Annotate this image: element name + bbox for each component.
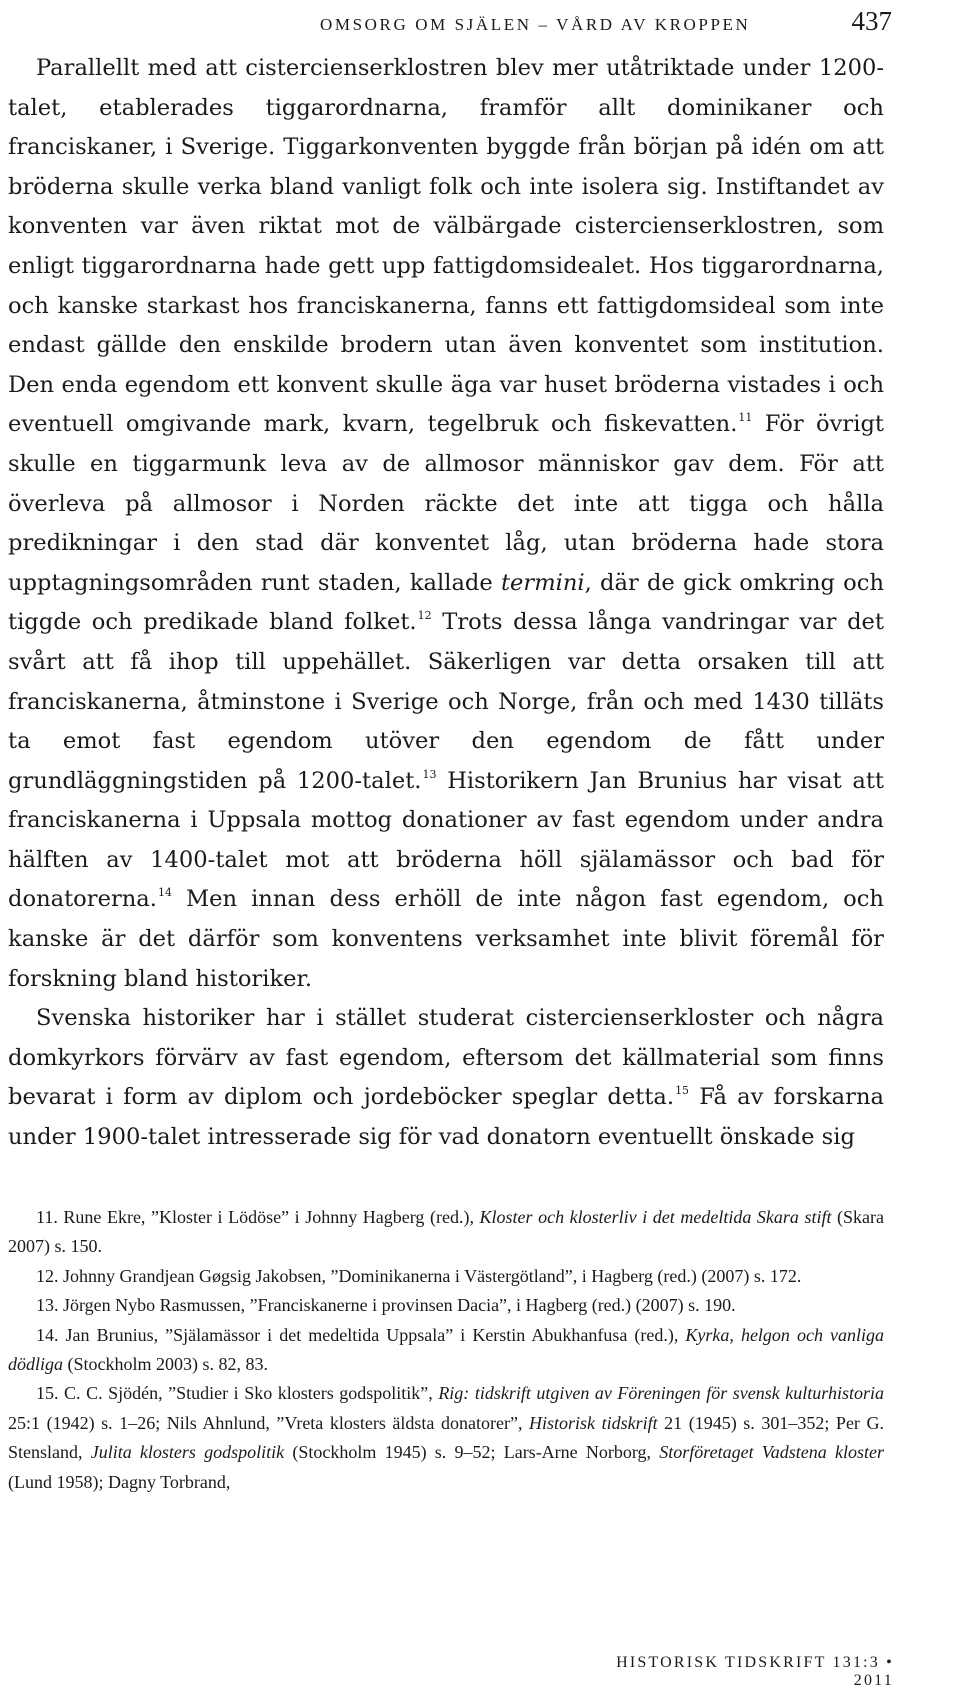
text-run: Trots dessa långa vandringar var det svårt att få ihop till uppehället. Säkerligen var detta orsaken till att franciskanerna, åtminstone i Sverige och Norge, från och med 1430 tilläts ta emot fast egendom utöver den egendom de fått under grundläggningstiden på 1200-talet. [8, 609, 885, 794]
footnote-text: 11. Rune Ekre, ”Kloster i Lödöse” i Johnny Hagberg (red.), [36, 1207, 480, 1227]
footnote-ref-13[interactable]: 13 [422, 767, 437, 781]
text-run: Men innan dess erhöll de inte någon fast egendom, och kanske är det därför som konventens verksamhet inte blivit föremål för forskning bland historiker. [8, 886, 884, 992]
footnote-11 [8, 1203, 884, 1262]
footnote-text: (Skara 2007) s. 150. [8, 1207, 885, 1257]
footnote-text: 15. C. C. Sjödén, ”Studier i Sko klosters godspolitik”, [36, 1383, 439, 1404]
italic-term: termini [500, 569, 585, 596]
footnote-title: Kloster och klosterliv i det medeltida Skara stift [479, 1207, 832, 1227]
paragraph [8, 49, 884, 999]
footnote-text: (Stockholm 2003) s. 82, 83. [63, 1354, 269, 1375]
text-run: , där de gick omkring och tiggde och predikade bland folket. [8, 569, 884, 636]
footnote-ref-14[interactable]: 14 [157, 886, 172, 900]
footnote-text: 21 (1945) s. 301–352; Per G. Stensland, [8, 1412, 884, 1463]
text-run: För övrigt skulle en tiggarmunk leva av de allmosor människor gav dem. För att överleva på allmosor i Norden räckte det inte att tigga och hålla predikningar i den stad där konventet låg, utan bröderna hade stora upptagningsområden runt staden, kallade [8, 411, 884, 596]
journal-footer: HISTORISK TIDSKRIFT 131:3 • 2011 [616, 1654, 894, 1689]
running-title: OMSORG OM SJÄLEN – VÅRD AV KROPPEN [320, 15, 751, 34]
footnotes [8, 1203, 884, 1497]
paragraph [8, 999, 884, 1157]
footnote-text: (Stockholm 1945) s. 9–52; Lars-Arne Norborg, [284, 1442, 660, 1463]
footnote-text: 25:1 (1942) s. 1–26; Nils Ahnlund, ”Vreta klosters äldsta donatorer”, [8, 1412, 530, 1433]
footnote-12: 12. Johnny Grandjean Gøgsig Jakobsen, ”Dominikanerna i Västergötland”, i Hagberg (red.) (2007) s. 172. [36, 1265, 802, 1286]
footnote-title: Rig: tidskrift utgiven av Föreningen för svensk kulturhistoria [438, 1383, 884, 1404]
footnote-13: 13. Jörgen Nybo Rasmussen, ”Franciskanerne i provinsen Dacia”, i Hagberg (red.) (2007) s. 190. [36, 1295, 736, 1316]
text-run: Historikern Jan Brunius har visat att franciskanerna i Uppsala mottog donationer av fast egendom under andra hälften av 1400-talet mot att bröderna höll själamässor och bad för donatorerna. [8, 767, 885, 913]
page-number: 437 [851, 6, 892, 36]
footnote-title: Kyrka, helgon och vanliga dödliga [8, 1324, 885, 1375]
footnote-title: Storföretaget Vadstena kloster [659, 1442, 885, 1463]
footnote-14 [8, 1321, 884, 1380]
footnote-ref-12[interactable]: 12 [417, 609, 432, 623]
footnote-15 [8, 1379, 884, 1497]
footnote-ref-11[interactable]: 11 [738, 411, 753, 425]
footnote-title: Julita klosters godspolitik [90, 1442, 285, 1463]
footnote-ref-15[interactable]: 15 [675, 1084, 690, 1098]
text-run: Få av forskarna under 1900-talet intresserade sig för vad donatorn eventuellt önskade sig [8, 1084, 884, 1151]
footnote-text: 14. Jan Brunius, ”Själamässor i det medeltida Uppsala” i Kerstin Abukhanfusa (red.), [36, 1324, 686, 1345]
running-head [320, 6, 892, 40]
footnote-text: (Lund 1958); Dagny Torbrand, [8, 1471, 231, 1492]
body-text [8, 49, 884, 1158]
text-run: Svenska historiker har i stället studerat cistercienserkloster och några domkyrkors förvärv av fast egendom, eftersom det källmaterial som finns bevarat i form av diplom och jordeböcker speglar detta. [8, 1005, 884, 1111]
text-run: Parallellt med att cistercienserklostren blev mer utåtriktade under 1200-talet, etablerades tiggarordnarna, framför allt dominikaner och franciskaner, i Sverige. Tiggarkonventen byggde från början på idén om att bröderna skulle verka bland vanligt folk och inte isolera sig. Instiftandet av konventen var även riktat mot de välbärgade cistercienserklostren, som enligt tiggarordnarna hade gett upp fattigdomsidealet. Hos tiggarordnarna, och kanske starkast hos franciskanerna, fanns ett fattigdomsideal som inte endast gällde den enskilde brodern utan även konventet som institution. Den enda egendom ett konvent skulle äga var huset bröderna vistades i och eventuell omgivande mark, kvarn, tegelbruk och fiskevatten. [8, 55, 884, 438]
footnote-title: Historisk tidskrift [529, 1412, 658, 1433]
